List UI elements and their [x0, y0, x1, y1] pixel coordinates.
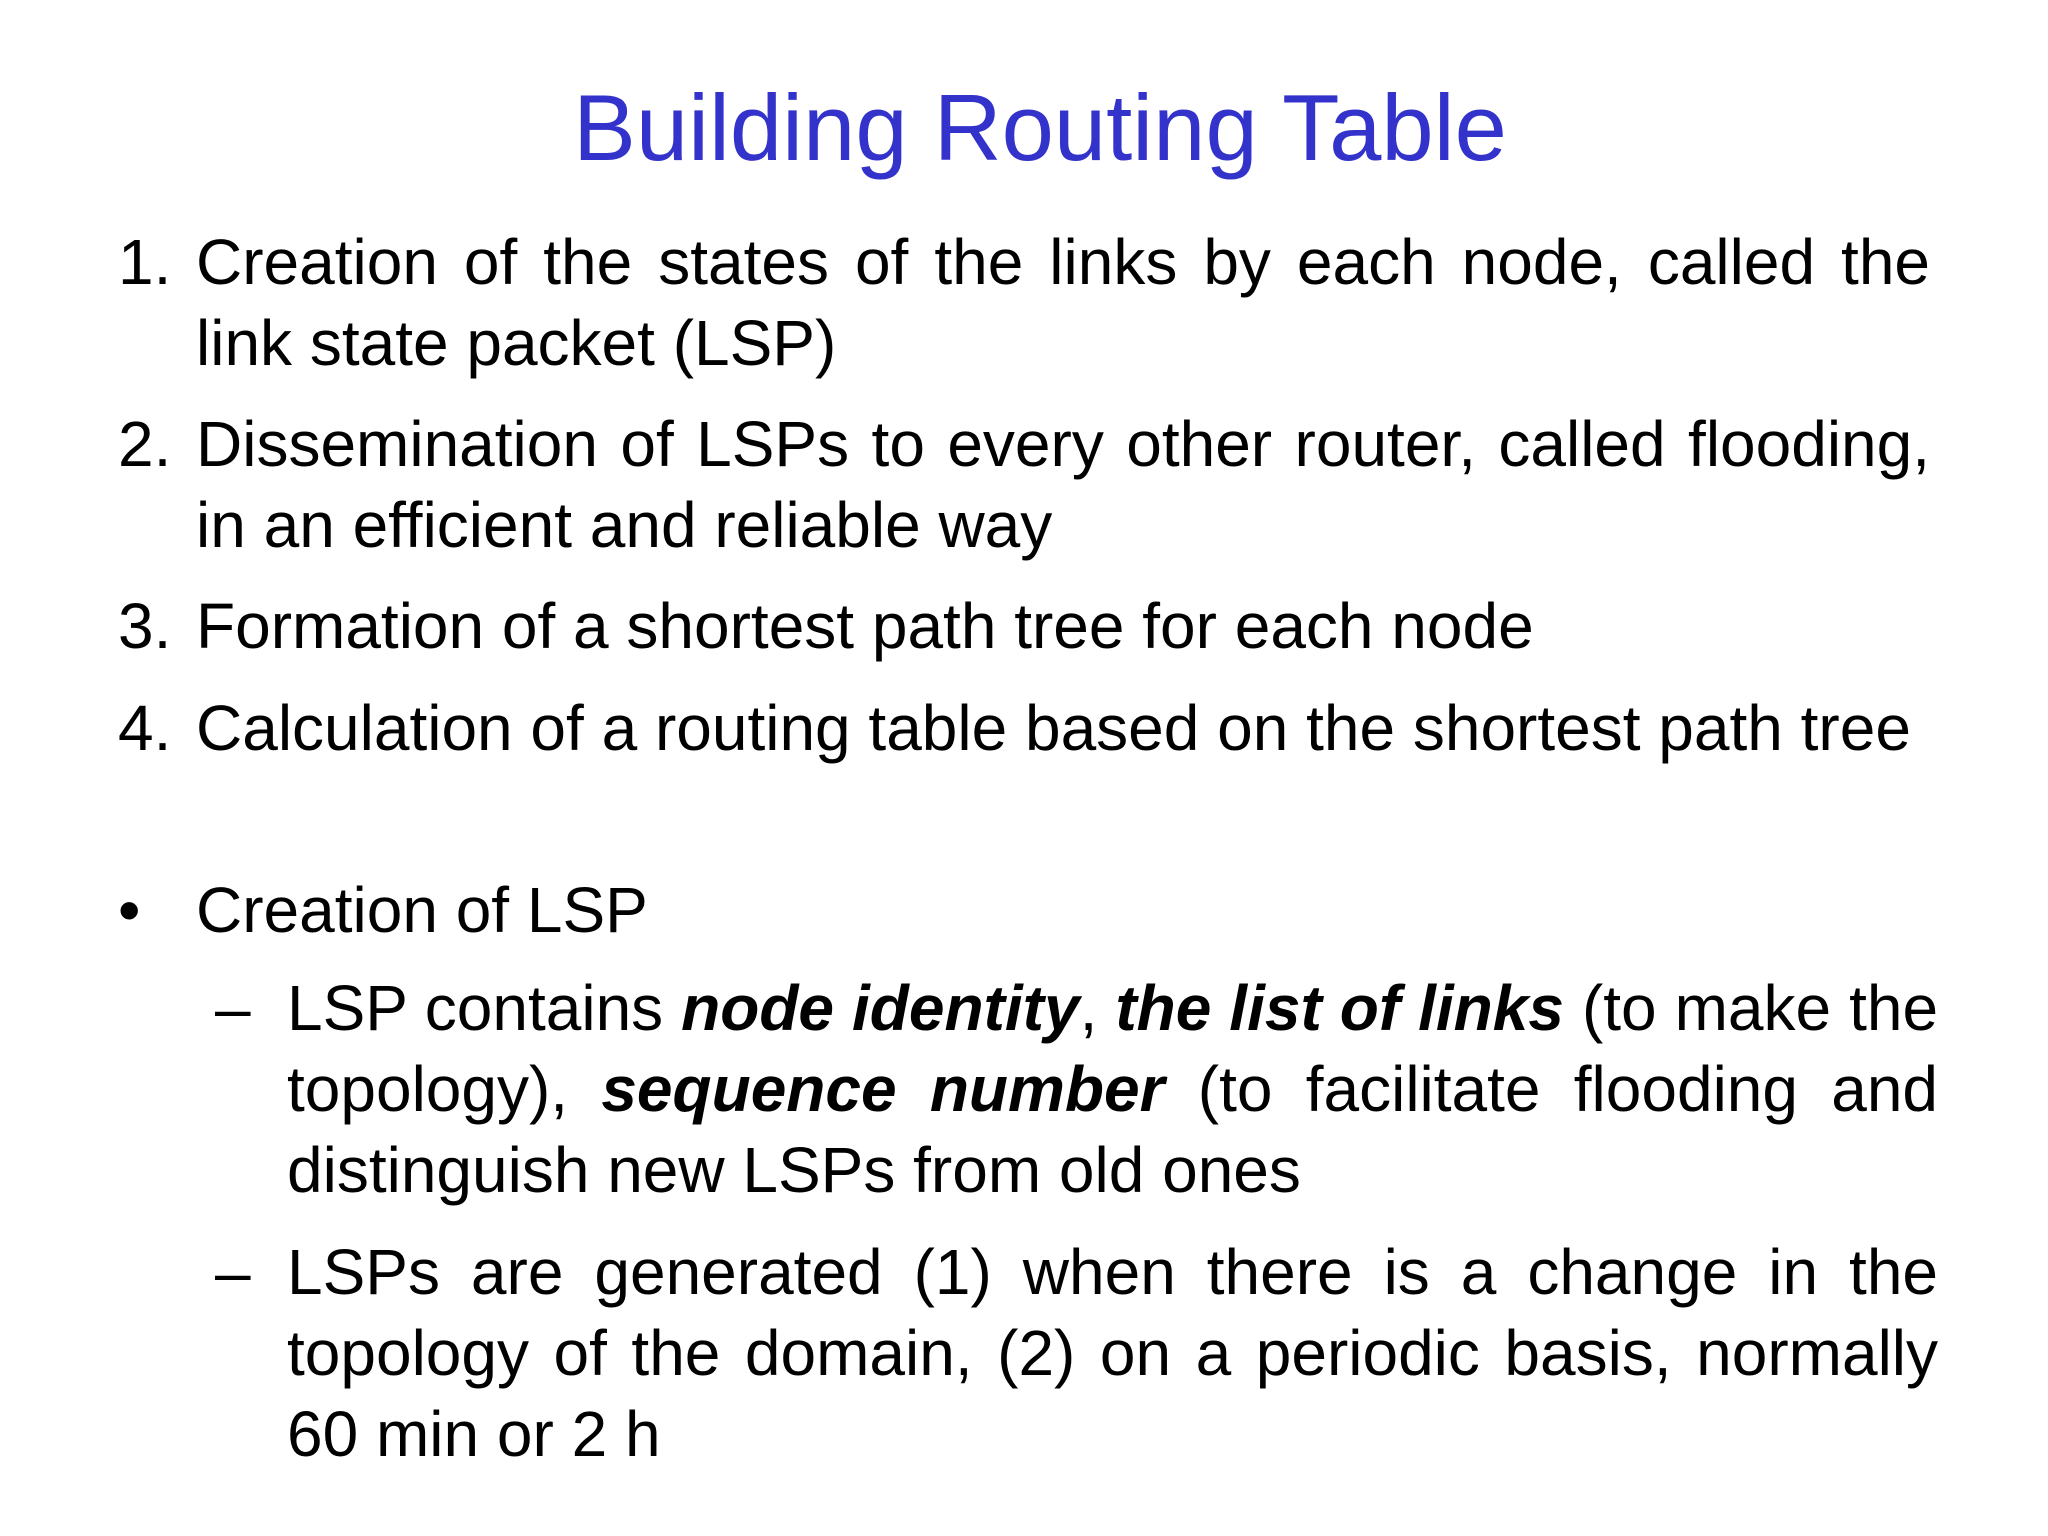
text-run: , — [1079, 972, 1116, 1044]
list-number: 3. — [118, 590, 172, 662]
emphasis-sequence-number: sequence number — [601, 1053, 1165, 1125]
list-number: 4. — [118, 692, 172, 764]
text-run: (to make the topology), — [287, 972, 1939, 1125]
slide-title: Building Routing Table — [573, 75, 1507, 180]
list-number: 2. — [118, 408, 172, 480]
list-number: 1. — [118, 226, 172, 298]
list-item-text: Dissemination of LSPs to every other router, called flooding, in an efficient and reliable way — [196, 408, 1930, 561]
list-item-4 — [118, 688, 1930, 769]
emphasis-list-of-links: the list of links — [1115, 972, 1564, 1044]
emphasis-node-identity: node identity — [681, 972, 1080, 1044]
sub-item-1 — [215, 968, 1938, 1211]
list-item-text: Calculation of a routing table based on the shortest path tree — [196, 692, 1911, 764]
list-item-2 — [118, 404, 1930, 566]
sub-item-text: LSPs are generated (1) when there is a change in the topology of the domain, (2) on a periodic basis, normally 60 min or 2 h — [287, 1236, 1938, 1470]
sub-item-2 — [215, 1232, 1938, 1475]
list-item-3 — [118, 586, 1930, 667]
text-run: (to facilitate flooding and distinguish new LSPs from old ones — [287, 1053, 1939, 1206]
list-item-text: Formation of a shortest path tree for each node — [196, 590, 1534, 662]
list-item-text: Creation of the states of the links by each node, called the link state packet (LSP) — [196, 226, 1930, 379]
list-item-1 — [118, 222, 1930, 384]
bullet-text: Creation of LSP — [196, 874, 648, 946]
bullet-marker: • — [118, 874, 141, 946]
dash-marker: – — [215, 1236, 251, 1308]
text-run: LSP contains — [287, 972, 682, 1044]
dash-marker: – — [215, 972, 251, 1044]
bullet-item — [118, 870, 1930, 951]
sub-item-text — [287, 968, 1938, 1211]
